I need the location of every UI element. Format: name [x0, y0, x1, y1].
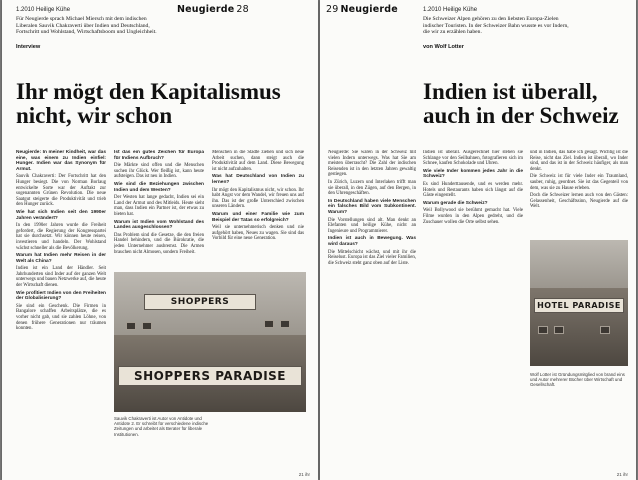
left-headline-line1: Ihr mögt den Kapitalismus — [16, 79, 281, 104]
left-col2-para: Wie sind die Beziehungen zwischen Indien und dem Westen? — [114, 181, 204, 193]
left-photo-caption: Sauvik Chakraverti ist Autor von Antidote und Antidote 2. Er schreibt für verschiedene indische Zeitungen und arbeitet als Berater für liberale Institutionen. — [114, 416, 209, 437]
right-magazine-name — [326, 4, 398, 15]
right-col2-para: Indien ist überall. Ausgerechnet hier stehen sie Schlange vor den Seilbahnen, fotografieren sich im Schnee, kaufen Schokolade und Uhren. — [423, 150, 523, 167]
left-photo-top-sign: SHOPPERS — [144, 294, 256, 310]
left-header-label: 1.2010 Heilige Kühe — [16, 7, 71, 13]
left-col2-para: Warum ist Indien vom Wohlstand des Landes ausgeschlossen? — [114, 219, 204, 231]
left-headline — [16, 80, 316, 128]
left-section-tag: Interview — [16, 44, 41, 50]
left-folio: 21 ihr — [298, 472, 310, 477]
right-col1-para: Indien ist auch in Bewegung. Was wird daraus? — [328, 236, 416, 247]
photo-window — [538, 326, 548, 334]
left-magazine-title: Neugierde — [177, 4, 235, 15]
right-col1-para: In Deutschland haben viele Menschen ein falsches Bild vom Subkontinent. Warum? — [328, 198, 416, 215]
right-col3-para: Doch die Schweizer lernen auch von den Gästen: Gelassenheit, Geschäftssinn, Neugierde auf die Welt. — [530, 193, 628, 210]
left-col1-para: Sauvik Chakraverti: Der Fortschritt hat den Hunger besiegt. Die von Norman Borlaug entwickelte Sorte war der Auftakt zur sogenannten Grünen Revolution. Die neue Saatgut steigerte die Produktivität und trieb den Hunger zurück. — [16, 174, 106, 208]
left-col2-para: Die Märkte sind offen und die Menschen suchen ihr Glück. Wer fleißig ist, kann heute aufsteigen. Das ist neu in Indien. — [114, 163, 204, 180]
left-col1-para: Sie sind ein Geschenk. Die Firmen in Bangalore schaffen Arbeitsplätze, die es vorher nicht gab, und sie zahlen Löhne, von denen frühere Generationen nur träumen konnten. — [16, 303, 106, 332]
left-col2-para: Ist das ein gutes Zeichen für Europa für Indiens Aufbruch? — [114, 150, 204, 161]
left-col1-para: Neugierde: In meiner Kindheit, war das eine, was einem zu Indien einfiel: Hunger. Indien war das Synonym für Armut. — [16, 150, 106, 172]
left-photo-shoppers-paradise — [114, 272, 306, 412]
right-photo-sign: HOTEL PARADISE — [534, 298, 624, 313]
right-intro: Die Schweizer Alpen gehören zu den liebsten Europa-Zielen indischer Touristen. In der Schweizer Bahn wusste es vor Indern, die wir zu erzählen haben. — [423, 16, 569, 36]
photo-window — [280, 320, 290, 328]
photo-window — [264, 320, 274, 328]
left-col2-para: Das Problem sind die Gesetze, die den freien Handel behindern, und die Bürokratie, die jeden Unternehmer ausbremst. Die Armen brauchen nicht Almosen, sondern Freiheit. — [114, 232, 204, 255]
left-column-1 — [16, 150, 106, 334]
photo-window — [142, 322, 152, 330]
right-page-number: 29 — [326, 4, 339, 15]
right-col3-para: und in Indien, das habe ich gesagt. Wichtig ist die Reise, nicht das Ziel. Indien ist überall, wo Inder sind, und das ist in der Schweiz häufiger, als man denkt. — [530, 150, 628, 172]
photo-window — [600, 326, 610, 334]
right-header-label: 1.2010 Heilige Kühe — [423, 7, 478, 13]
right-col1-para: In Zürich, Luzern und Interlaken trifft man sie überall, in den Zügen, auf den Bergen, in den Uhrengeschäften. — [328, 179, 416, 197]
right-headline — [423, 80, 633, 128]
right-photo-caption: Wolf Lotter ist Gründungsmitglied von brand eins und Autor mehrerer Bücher über Wirtschaft und Gesellschaft. — [530, 372, 625, 388]
left-col3-para: Menschen in die Städte ziehen und sich neue Arbeit suchen, dann steigt auch die Produktivität auf dem Land. Diese Bewegung ist nicht aufzuhalten. — [212, 150, 304, 172]
left-col3-para: Ihr mögt den Kapitalismus nicht, wir schon. Ihr habt Angst vor dem Wandel, wir freuen uns auf ihn. Das ist der große Unterschied zwischen unseren Ländern. — [212, 187, 304, 210]
left-col3-para: Weil sie unternehmerisch denken und nie aufgehört haben, Neues zu wagen. Sie sind das Vorbild für eine neue Generation. — [212, 225, 304, 242]
left-intro: Für Neugierde sprach Michael Miersch mit dem indischen Liberalen Sauvik Chakraverti über Indien und Deutschland, Fortschritt und Wohlstand, Wirtschaftsboom und Ungleichheit. — [16, 16, 157, 36]
right-col1-para: Neugierde: Sie waren in der Schweiz mit vielen Indern unterwegs. Was hat Sie am meisten überrascht? Die Zahl der indischen Reisenden ist in den letzten Jahren gewaltig gestiegen. — [328, 150, 416, 178]
right-headline-line2: auch in der Schweiz — [423, 103, 619, 128]
right-column-1 — [328, 150, 416, 450]
left-col3-para: Was hat Deutschland von Indien zu lernen? — [212, 174, 304, 185]
right-col2-para: Wie viele Inder kommen jedes Jahr in die Schweiz? — [423, 168, 523, 180]
left-col2-para: Der Westen hat lange gedacht, Indien sei ein Land der Armut und des Mitleids. Heute sieht man, dass Indien ein Partner ist, der etwas zu bieten hat. — [114, 195, 204, 217]
right-col2-para: Weil Bollywood sie berühmt gemacht hat. Viele Filme wurden in den Alpen gedreht, und die Zuschauer wollen die Orte selbst sehen. — [423, 208, 523, 225]
left-column-2 — [114, 150, 204, 270]
photo-window — [126, 322, 136, 330]
right-col3-para: Die Schweiz ist für viele Inder ein Traumland, sauber, ruhig, geordnet. Sie ist das Gegenteil von dem, was sie zu Hause erleben. — [530, 174, 628, 191]
right-folio: 21 ihr — [616, 472, 628, 477]
left-col1-para: Wie profitiert Indien von den Freiheiten der Globalisierung? — [16, 290, 106, 302]
left-col1-para: Wie hat sich Indien seit den 1990er Jahren verändert? — [16, 209, 106, 221]
photo-window — [554, 326, 564, 334]
left-magazine-name — [177, 4, 249, 15]
right-byline: von Wolf Lotter — [423, 44, 464, 50]
left-col3-para: Warum und einer Familie wie zum Beispiel der Tatas so erfolgreich? — [212, 211, 304, 223]
right-col2-para: Warum gerade die Schweiz? — [423, 200, 488, 206]
left-column-3 — [212, 150, 304, 270]
left-col1-para: In den 1990er Jahren wurde die Freiheit gefordert, die Regierung der Kongresspartei hat sie durchsetzt. Wir können heute reisen, investieren und handeln. Der Wohlstand wächst schneller als die Bevölkerung. — [16, 223, 106, 251]
right-col1-para: Die Mittelschicht wächst, und mit ihr die Reiselust. Europa ist das Ziel vieler Familien, die Schweiz steht ganz oben auf der Liste. — [328, 249, 416, 266]
left-photo-sign: SHOPPERS PARADISE — [118, 366, 302, 386]
right-column-2 — [423, 150, 523, 450]
left-page-number: 28 — [236, 4, 249, 15]
right-column-3 — [530, 150, 628, 235]
right-col2-para: Es sind Hunderttausende, und es werden mehr. Hotels und Restaurants haben sich längst auf die Gäste eingestellt. — [423, 181, 523, 199]
left-col1-para: Indien ist ein Land der Händler. Seit Jahrhunderten sind Inder auf der ganzen Welt unterwegs und bauen Netzwerke auf, die heute der Wirtschaft dienen. — [16, 266, 106, 289]
right-headline-line1: Indien ist überall, — [423, 79, 598, 104]
left-col1-para: Warum hat Indien mehr Reisen in der Welt als China? — [16, 253, 106, 264]
right-col1-para: Die Vorstellungen sind alt. Man denkt an Elefanten und heilige Kühe, nicht an Ingenieure und Programmierer. — [328, 217, 416, 234]
right-page — [320, 0, 636, 480]
left-headline-line2: nicht, wir schon — [16, 103, 173, 128]
photo-sky — [530, 240, 628, 290]
right-photo-hotel-paradise — [530, 240, 628, 366]
left-page — [2, 0, 318, 480]
right-magazine-title: Neugierde — [340, 4, 398, 15]
